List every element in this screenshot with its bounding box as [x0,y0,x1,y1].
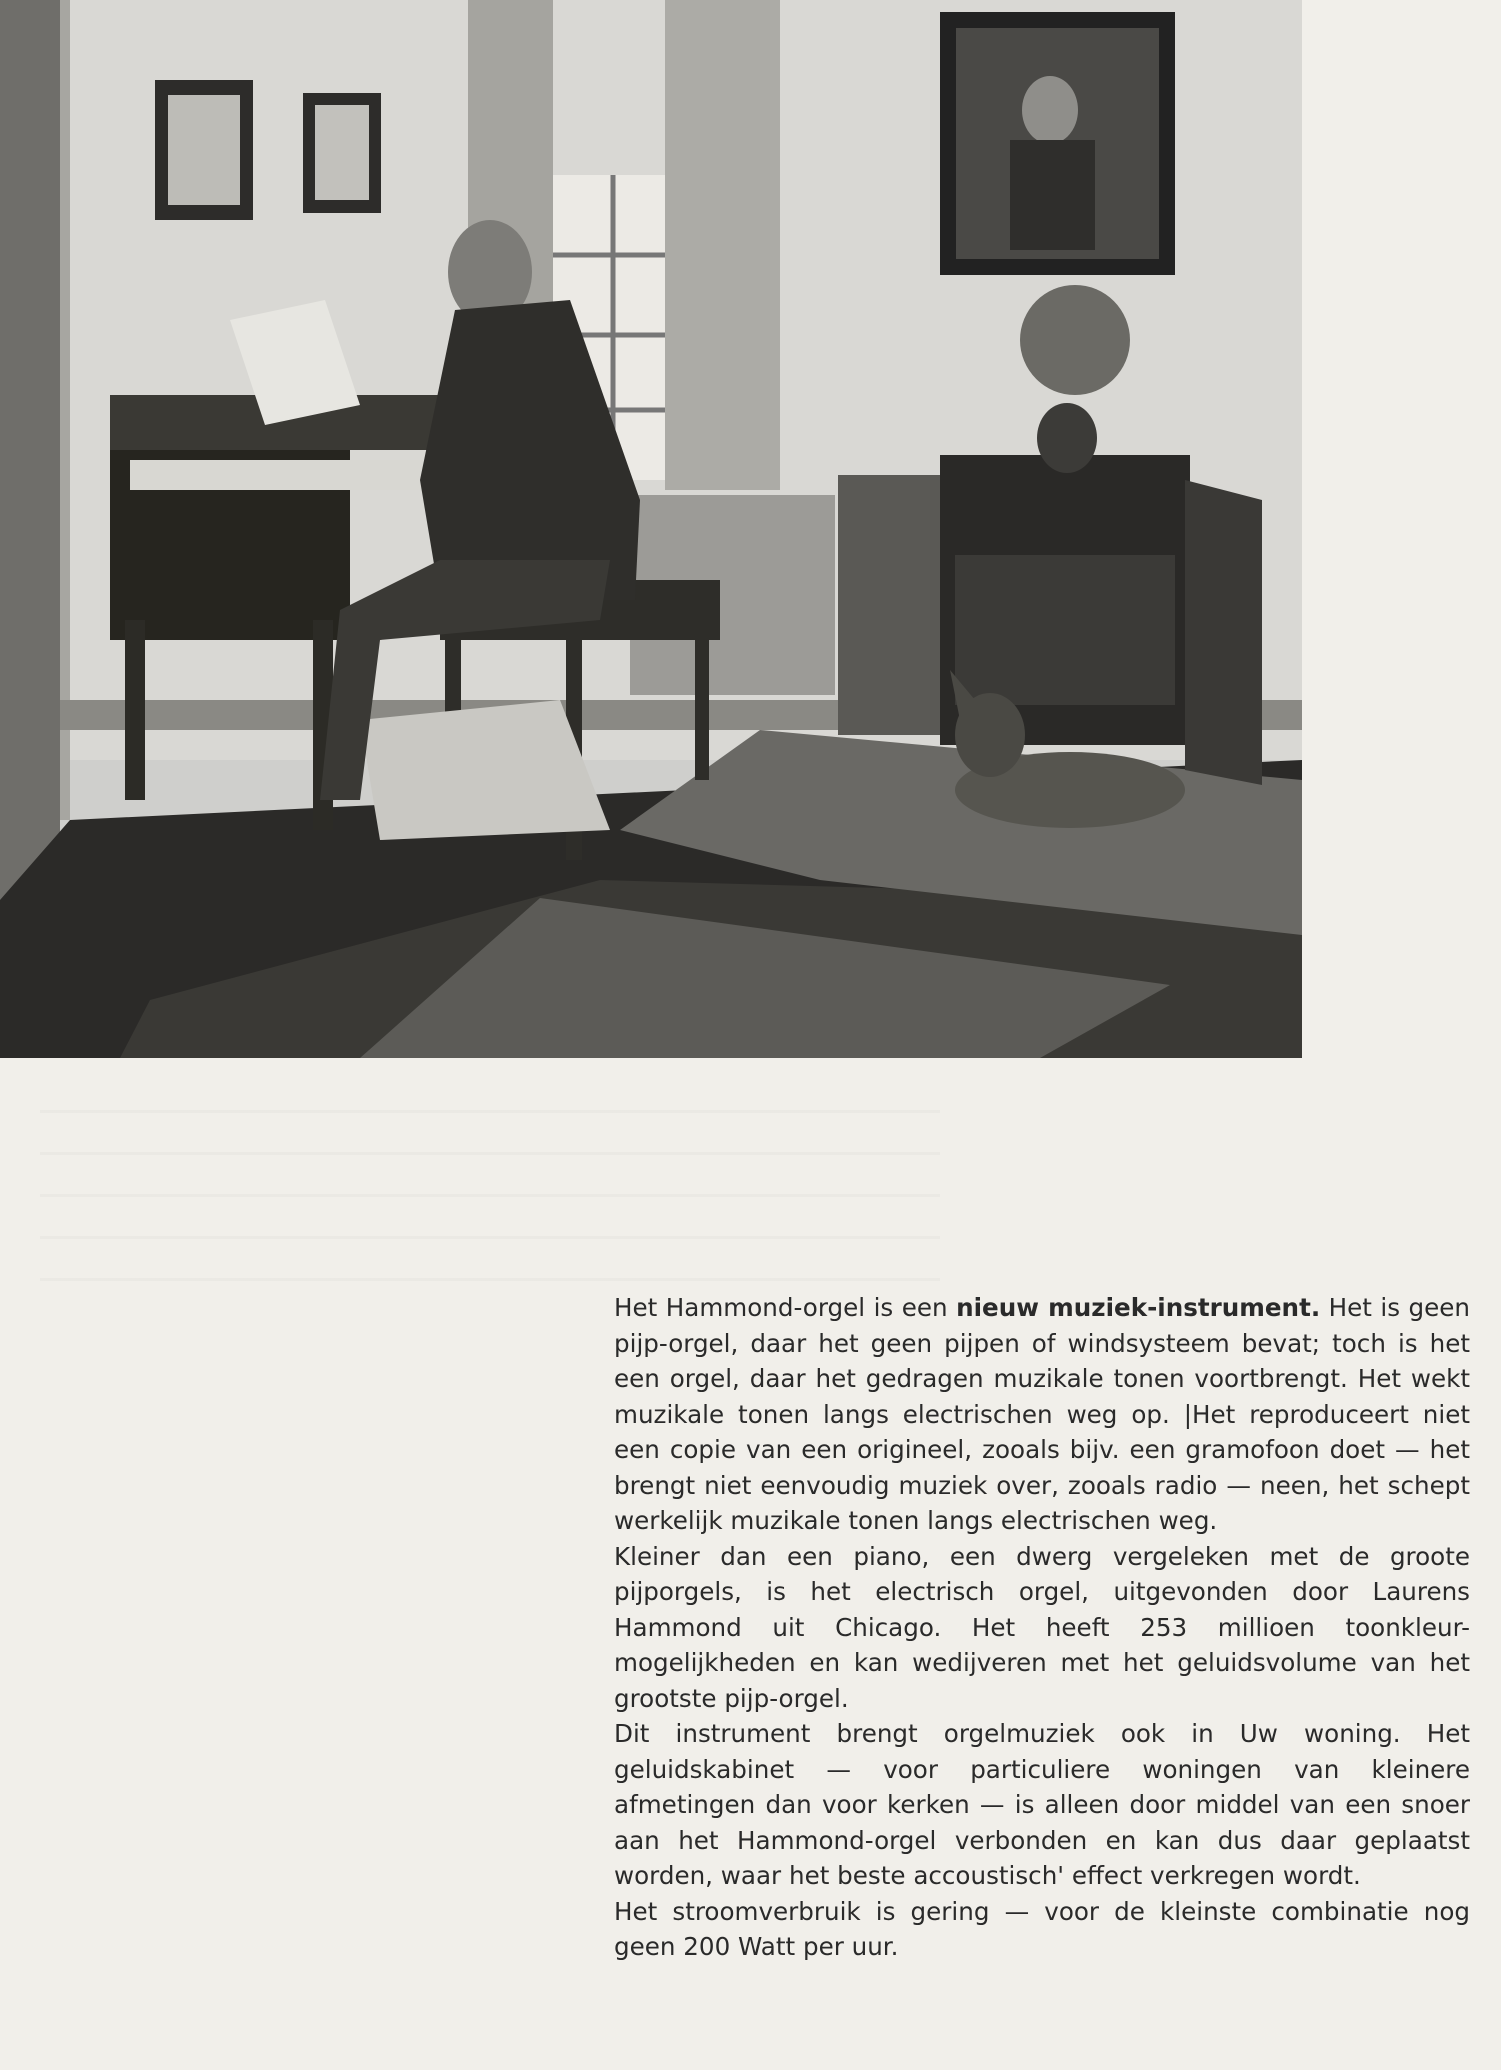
flowers [1020,285,1130,395]
curtain-right [665,0,780,490]
paragraph-1-emphasis: nieuw muziek-instrument. [956,1293,1321,1322]
paragraph-2: Kleiner dan een piano, een dwerg vergeleken met de groote pijporgels, is het electrisch orgel, uitgevonden door Laurens Hammond uit Chicago. Het heeft 253 millioen toonkleur-mogelijkheden en kan wedijveren met het geluidsvolume van het grootste pijp-orgel. [614,1541,1470,1713]
door-frame [0,0,60,900]
cabinet-door-left [838,475,943,735]
vase [1037,403,1097,473]
photograph-man-at-hammond-organ [0,0,1302,1058]
cabinet-door-right [1185,480,1262,785]
paragraph-1 [614,1290,1470,1539]
paragraph-1-rest: Het is geen pijp-orgel, daar het geen pijpen of windsysteem bevat; toch is het een orgel, daar het gedragen muzikale tonen voortbrengt. Het wekt muzikale tonen langs electrischen weg op. |Het reproduceert niet een copie van een origineel, zooals bijv. een gramofoon doet — het brengt niet eenvoudig muziek over, zooals radio — neen, het schept werkelijk muzikale tonen langs electrischen weg. [614,1293,1471,1535]
article-text [614,1290,1470,1965]
bleed-through-text [40,1080,940,1300]
paragraph-1-intro: Het Hammond-orgel is een [614,1293,957,1322]
paragraph-4: Het stroomverbruik is gering — voor de kleinste combinatie nog geen 200 Watt per uur. [614,1896,1470,1961]
paragraph-3: Dit instrument brengt orgelmuziek ook in Uw woning. Het geluidskabinet — voor particuliere woningen van kleinere afmetingen dan voor kerken — is alleen door middel van een snoer aan het Hammond-orgel verbonden en kan dus daar geplaatst worden, waar het beste accoustisch' effect verkregen wordt. [614,1719,1470,1890]
